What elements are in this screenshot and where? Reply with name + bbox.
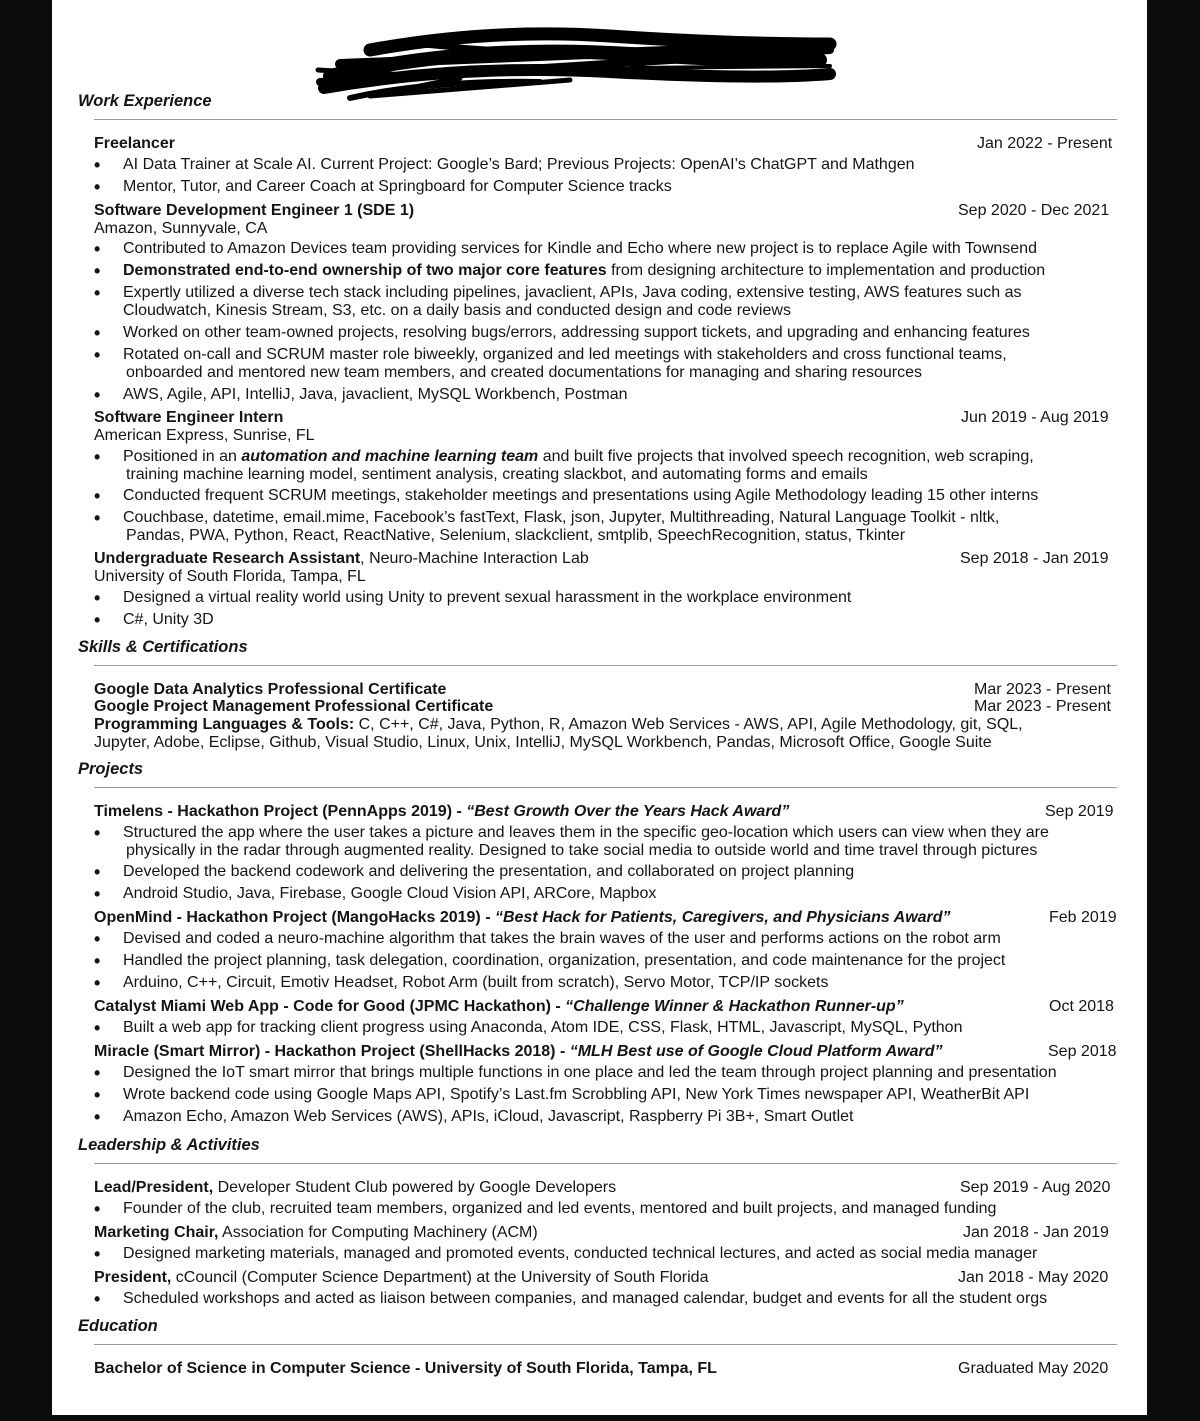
education-date: Graduated May 2020 — [958, 1360, 1109, 1377]
bullet-icon: • — [94, 177, 101, 197]
bullet-icon: • — [94, 1018, 101, 1038]
bullet-icon: • — [94, 345, 101, 365]
section-divider — [94, 119, 1117, 120]
project-catalyst-date: Oct 2018 — [1049, 998, 1114, 1015]
ura-title: Undergraduate Research Assistant, Neuro-Machine Interaction Lab — [94, 550, 589, 567]
bullet-icon: • — [94, 823, 101, 843]
bullet-icon: • — [94, 1199, 101, 1219]
leadership-ccouncil-title: President, cCouncil (Computer Science Department) at the University of South Florida — [94, 1269, 709, 1286]
bullet-icon: • — [94, 486, 101, 506]
section-divider — [94, 665, 1117, 666]
bullet-icon: • — [94, 323, 101, 343]
education-degree: Bachelor of Science in Computer Science - University of South Florida, Tampa, FL — [94, 1360, 717, 1377]
freelancer-date: Jan 2022 - Present — [977, 135, 1113, 152]
skills-heading: Skills & Certifications — [78, 638, 248, 656]
work-experience-heading: Work Experience — [78, 92, 212, 110]
project-catalyst-title: Catalyst Miami Web App - Code for Good (JPMC Hackathon) - “Challenge Winner & Hackathon Runner-up” — [94, 998, 904, 1015]
bullet-icon: • — [94, 610, 101, 630]
cert-project-management-date: Mar 2023 - Present — [974, 698, 1111, 715]
bullet-icon: • — [94, 1085, 101, 1105]
ura-date: Sep 2018 - Jan 2019 — [960, 550, 1109, 567]
bullet-icon: • — [94, 155, 101, 175]
leadership-acm-title: Marketing Chair, Association for Computing Machinery (ACM) — [94, 1224, 538, 1241]
bullet-icon: • — [94, 588, 101, 608]
leadership-dsc-date: Sep 2019 - Aug 2020 — [960, 1179, 1111, 1196]
leadership-dsc-title: Lead/President, Developer Student Club powered by Google Developers — [94, 1179, 617, 1196]
bullet-icon: • — [94, 973, 101, 993]
bullet-icon: • — [94, 862, 101, 882]
bullet-icon: • — [94, 1063, 101, 1083]
bullet-icon: • — [94, 1289, 101, 1309]
sde-date: Sep 2020 - Dec 2021 — [958, 202, 1110, 219]
bullet-icon: • — [94, 951, 101, 971]
section-divider — [94, 1344, 1117, 1345]
programming-tools: Programming Languages & Tools: C, C++, C#, Java, Python, R, Amazon Web Services - AWS, API, Agile Methodology, git, SQL, Jupyter, Adobe, Eclipse, Github, Visual Studio, Linux, Unix, IntelliJ, MySQL Workbench, Pandas, Microsoft Office, Google Suite — [94, 716, 1023, 751]
intern-title: Software Engineer Intern — [94, 409, 284, 426]
bullet-icon: • — [94, 385, 101, 405]
bullet-icon: • — [94, 261, 101, 281]
bullet-icon: • — [94, 283, 101, 303]
sde-company: Amazon, Sunnyvale, CA — [94, 220, 268, 237]
sde-title: Software Development Engineer 1 (SDE 1) — [94, 202, 415, 219]
project-timelens-date: Sep 2019 — [1045, 803, 1114, 820]
intern-date: Jun 2019 - Aug 2019 — [961, 409, 1109, 426]
leadership-acm-date: Jan 2018 - Jan 2019 — [963, 1224, 1109, 1241]
bullet-icon: • — [94, 1244, 101, 1264]
bullet-icon: • — [94, 447, 101, 467]
project-timelens-title: Timelens - Hackathon Project (PennApps 2019) - “Best Growth Over the Years Hack Award” — [94, 803, 790, 820]
intern-company: American Express, Sunrise, FL — [94, 427, 315, 444]
project-openmind-title: OpenMind - Hackathon Project (MangoHacks 2019) - “Best Hack for Patients, Caregivers, and Physicians Award” — [94, 909, 951, 926]
project-miracle-title: Miracle (Smart Mirror) - Hackathon Project (ShellHacks 2018) - “MLH Best use of Google Cloud Platform Award” — [94, 1043, 943, 1060]
projects-heading: Projects — [78, 760, 144, 778]
bullet-icon: • — [94, 508, 101, 528]
leadership-ccouncil-date: Jan 2018 - May 2020 — [958, 1269, 1109, 1286]
bullet-icon: • — [94, 929, 101, 949]
bullet-icon: • — [94, 239, 101, 259]
cert-data-analytics: Google Data Analytics Professional Certificate — [94, 681, 447, 698]
section-divider — [94, 1163, 1117, 1164]
cert-project-management: Google Project Management Professional Certificate — [94, 698, 494, 715]
cert-data-analytics-date: Mar 2023 - Present — [974, 681, 1111, 698]
bullet-icon: • — [94, 884, 101, 904]
bullet-icon: • — [94, 1107, 101, 1127]
leadership-heading: Leadership & Activities — [78, 1136, 260, 1154]
project-miracle-date: Sep 2018 — [1048, 1043, 1117, 1060]
freelancer-title: Freelancer — [94, 135, 175, 152]
ura-school: University of South Florida, Tampa, FL — [94, 568, 366, 585]
section-divider — [94, 787, 1117, 788]
project-openmind-date: Feb 2019 — [1049, 909, 1117, 926]
education-heading: Education — [78, 1317, 158, 1335]
